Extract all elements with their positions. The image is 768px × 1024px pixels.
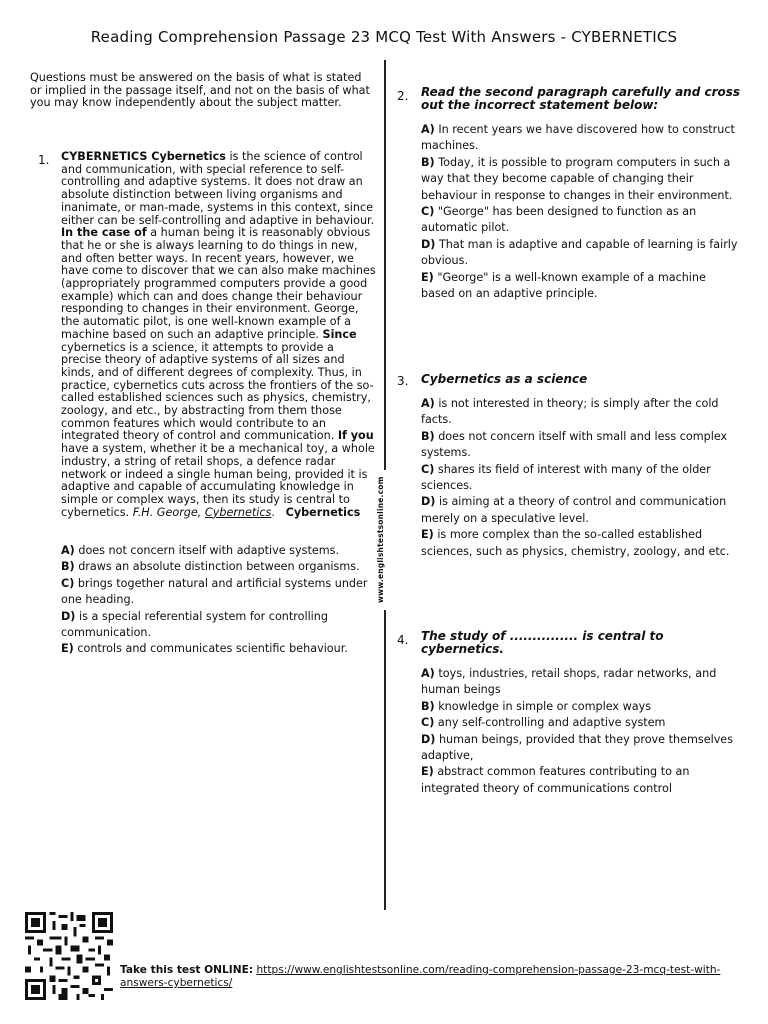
question-3-heading: Cybernetics as a science [421, 372, 588, 386]
option-2a[interactable]: A) In recent years we have discovered how to construct machines. [421, 123, 735, 153]
question-2-number: 2. [397, 89, 409, 103]
question-1-stem: Cybernetics [285, 505, 361, 519]
passage-text [61, 151, 377, 519]
qr-code-icon[interactable] [25, 912, 113, 1000]
citation-end: . [271, 505, 275, 519]
option-4e[interactable]: E) abstract common features contributing to an integrated theory of communications control [421, 765, 690, 795]
option-2e[interactable]: E) "George" is a well-known example of a machine based on an adaptive principle. [421, 270, 706, 301]
option-3a[interactable]: A) is not interested in theory; is simply after the cold facts. [421, 397, 719, 427]
option-1e[interactable]: E) controls and communicates scientific behaviour. [61, 642, 348, 656]
question-3-number: 3. [397, 374, 409, 388]
question-4-options [421, 666, 739, 797]
option-3b[interactable]: B) does not concern itself with small and less complex systems. [421, 429, 728, 460]
option-2b[interactable]: B) Today, it is possible to program computers in such a way that they become capable of changing their behaviour in response to changes in their environment. [421, 155, 733, 202]
option-4c[interactable]: C) any self-controlling and adaptive system [421, 716, 666, 730]
passage-text-1: is the science of control and communication, with special reference to self-controlling and adaptive systems. It does not draw an absolute distinction between living organisms and inanimate, or man-made, systems in this context, since either can be self-controlling and adaptive in behaviour. [61, 150, 375, 227]
citation-author: F.H. George, [132, 505, 202, 519]
question-1-number: 1. [38, 153, 50, 167]
passage-bold-2: In the case of [61, 226, 147, 240]
question-2-heading: Read the second paragraph carefully and cross out the incorrect statement below: [421, 85, 741, 112]
option-1d[interactable]: D) is a special referential system for controlling communication. [61, 609, 328, 640]
instructions-text: Questions must be answered on the basis of what is stated or implied in the passage itself, and not on the basis of what you may know independently about the subject matter. [30, 71, 370, 110]
option-1a[interactable]: A) does not concern itself with adaptive systems. [61, 544, 339, 557]
footer-label: Take this test ONLINE: [120, 964, 254, 976]
question-4-heading: The study of ............... is central to cybernetics. [421, 629, 664, 656]
passage-text-4: have a system, whether it be a mechanical toy, a whole industry, a string of retail shops, a defence radar network or indeed a single human being, provided it is adaptive and capable of accumulating knowledge in simple or complex ways, then its study is central to cybernetics. [61, 442, 375, 519]
passage-bold-3: Since [322, 327, 357, 341]
option-3d[interactable]: D) is aiming at a theory of control and communication merely on a speculative level. [421, 495, 727, 525]
option-4a[interactable]: A) toys, industries, retail shops, radar networks, and human beings [421, 667, 717, 697]
option-4d[interactable]: D) human beings, provided that they prove themselves adaptive, [421, 732, 734, 763]
footer-online-link [120, 964, 740, 990]
footer-url-link[interactable]: https://www.englishtestsonline.com/reading-comprehension-passage-23-mcq-test-with-answers-cybernetics/ [120, 964, 721, 989]
option-2d[interactable]: D) That man is adaptive and capable of learning is fairly obvious. [421, 237, 738, 268]
option-2c[interactable]: C) "George" has been designed to function as an automatic pilot. [421, 205, 697, 235]
citation-title: Cybernetics [204, 505, 272, 519]
question-3-options [421, 396, 739, 560]
page-title: Reading Comprehension Passage 23 MCQ Test With Answers - CYBERNETICS [90, 28, 678, 46]
passage-text-2: a human being it is reasonably obvious that he or she is always learning to do things in new, and often better ways. In recent years, however, we have come to discover that we can also make machines (appropriately programmed computers provide a good example) which can and does change their behaviour responding to changes in their environment. George, the automatic pilot, is one well-known example of a machine based on such an adaptive principle. [61, 226, 376, 341]
question-1-options [61, 543, 371, 658]
question-4-number: 4. [397, 633, 409, 647]
passage-bold-1: CYBERNETICS Cybernetics [61, 150, 226, 163]
question-2-options [421, 122, 739, 302]
option-4b[interactable]: B) knowledge in simple or complex ways [421, 699, 652, 713]
option-1c[interactable]: C) brings together natural and artificial systems under one heading. [61, 576, 368, 607]
passage-text-3: cybernetics is a science, it attempts to provide a precise theory of adaptive systems of all sizes and kinds, and of different degrees of complexity. Thus, in practice, cybernetics cuts across the frontiers of the so-called established sciences such as physics, chemistry, zoology, and etc., by abstracting from them those common features which would contribute to an integrated theory of control and communication. [61, 340, 374, 443]
option-1b[interactable]: B) draws an absolute distinction between organisms. [61, 560, 360, 574]
option-3e[interactable]: E) is more complex than the so-called established sciences, such as physics, chemistry, zoology, and etc. [421, 528, 730, 558]
site-watermark: www.englishtestsonline.com [376, 470, 394, 610]
option-3c[interactable]: C) shares its field of interest with many of the older sciences. [421, 462, 711, 493]
passage-bold-4: If you [337, 429, 374, 443]
